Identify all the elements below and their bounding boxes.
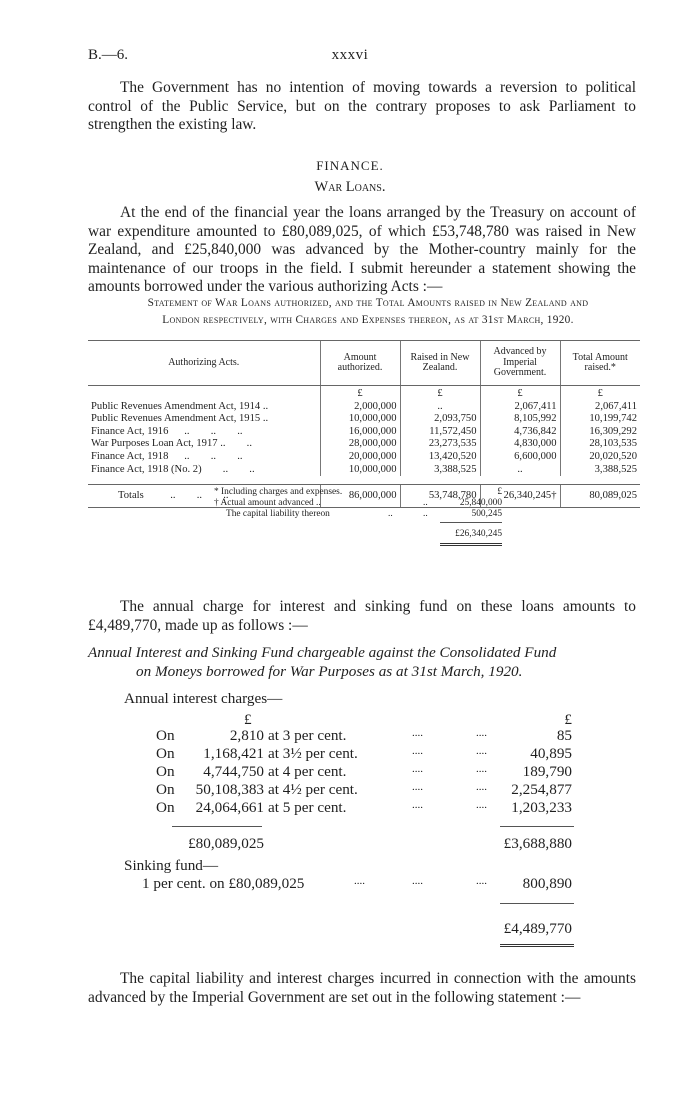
section-title: FINANCE. (316, 158, 384, 173)
leader-dots: .... (354, 875, 365, 887)
total-authorized: 86,000,000 (320, 485, 400, 508)
advanced-imperial: 6,600,000 (480, 451, 560, 464)
total-total: 80,089,025 (560, 485, 640, 508)
currency-symbol: £ (320, 386, 400, 401)
footnote-currency: £ (497, 487, 502, 497)
act-name: Finance Act, 1918 .. .. .. (91, 450, 243, 462)
closing-text: The capital liability and interest charges incurred in connection with the amounts advanced by the Imperial Government are set out in the following statement :— (88, 970, 636, 1006)
header-advanced-imperial: Advanced by Imperial Government. (480, 341, 560, 386)
interest-rate: at 4 per cent. (268, 763, 347, 780)
statement-title-line1: Statement of War Loans authorized, and the Total Amounts raised in New Zealand and (147, 297, 589, 309)
advanced-imperial: 4,736,842 (480, 426, 560, 439)
header-total-raised: Total Amount raised.* (560, 341, 640, 386)
raised-nz: 2,093,750 (400, 413, 480, 426)
footnote-star: * Including charges and expenses. (214, 487, 343, 497)
total-raised: 10,199,742 (560, 413, 640, 426)
footnote-total: £26,340,245 (455, 529, 502, 539)
raised-nz: 23,273,535 (400, 438, 480, 451)
header-amount-authorized: Amount authorized. (320, 341, 400, 386)
leader-dots: .... (412, 799, 423, 811)
interest-title-line1: Annual Interest and Sinking Fund chargeable against the Consolidated Fund (88, 644, 557, 661)
on-label: On (156, 763, 175, 780)
footnote-capital-value: 500,245 (471, 509, 502, 519)
act-name: Public Revenues Amendment Act, 1915 .. (91, 413, 269, 425)
currency-symbol: £ (480, 386, 560, 401)
intro-text: The Government has no intention of moving towards a reversion to political control of the Public Service, but on the contrary proposes to ask Parliament to strengthen the existing law. (88, 79, 636, 134)
advanced-imperial: 8,105,992 (480, 413, 560, 426)
interest-charge: 189,790 (522, 763, 572, 780)
total-raised: 16,309,292 (560, 426, 640, 439)
amount-authorized: 10,000,000 (320, 464, 400, 477)
raised-nz: 13,420,520 (400, 451, 480, 464)
amount-authorized: 10,000,000 (320, 413, 400, 426)
page-code: B.—6. (88, 47, 129, 63)
footnote-rule (440, 522, 502, 523)
amount-authorized: 2,000,000 (320, 401, 400, 414)
totals-label: Totals .. .. .. (88, 485, 320, 508)
raised-nz: 3,388,525 (400, 464, 480, 477)
advanced-imperial: 4,830,000 (480, 438, 560, 451)
interest-rate: at 4½ per cent. (268, 781, 358, 798)
leader-dots: .... (476, 745, 487, 757)
amount-authorized: 20,000,000 (320, 451, 400, 464)
header-authorizing-acts: Authorizing Acts. (88, 341, 320, 386)
currency-row (88, 386, 640, 401)
interest-heading: Annual interest charges— (124, 690, 283, 707)
annual-charge-text: The annual charge for interest and sinking fund on these loans amounts to £4,489,770, made up as follows :— (88, 598, 636, 634)
principal-total: £80,089,025 (188, 835, 264, 852)
totals-row (88, 485, 640, 508)
total-raised: 20,020,520 (560, 451, 640, 464)
total-imperial: 26,340,245† (480, 485, 560, 508)
sinking-fund-heading: Sinking fund— (124, 857, 219, 874)
raised-nz: 11,572,450 (400, 426, 480, 439)
total-raised: 2,067,411 (560, 401, 640, 414)
grand-total-double-rule (500, 944, 574, 947)
subsection-title: War Loans. (314, 179, 386, 195)
interest-charge: 40,895 (530, 745, 572, 762)
closing-paragraph (88, 970, 636, 1007)
interest-total: £3,688,880 (503, 835, 572, 852)
war-loans-paragraph (88, 204, 636, 297)
footnote-dots: .. (423, 498, 428, 508)
intro-paragraph (88, 79, 636, 135)
table-row (88, 413, 640, 426)
advanced-imperial: .. (480, 464, 560, 477)
statement-title (88, 295, 648, 329)
act-name: Finance Act, 1918 (No. 2) .. .. (91, 463, 255, 475)
total-raised: 28,103,535 (560, 438, 640, 451)
act-name: Finance Act, 1916 .. .. .. (91, 425, 243, 437)
interest-rate: at 3½ per cent. (268, 745, 358, 762)
interest-rate: at 5 per cent. (268, 799, 347, 816)
sinking-fund-label: 1 per cent. on £80,089,025 (142, 875, 305, 892)
amount-authorized: 28,000,000 (320, 438, 400, 451)
on-label: On (156, 799, 175, 816)
page-number: xxxvi (331, 47, 369, 63)
leader-dots: .... (476, 799, 487, 811)
on-label: On (156, 727, 175, 744)
interest-title-line2: on Moneys borrowed for War Purposes as at 31st March, 1920. (136, 663, 523, 680)
leader-dots: .... (412, 875, 423, 887)
leader-dots: .... (412, 745, 423, 757)
interest-charge: 1,203,233 (511, 799, 572, 816)
principal-amount: 4,744,750 (203, 763, 264, 780)
principal-currency: £ (244, 711, 252, 728)
principal-amount: 24,064,661 (195, 799, 264, 816)
footnote-dots: .. (423, 509, 428, 519)
principal-amount: 1,168,421 (203, 745, 264, 762)
table-row (88, 438, 640, 451)
footnote-advanced-value: 25,840,000 (459, 498, 502, 508)
total-nz: 53,748,780 (400, 485, 480, 508)
leader-dots: .... (476, 875, 487, 887)
table-row (88, 401, 640, 414)
sinking-rule (500, 903, 574, 904)
footnote-dots: .. (388, 509, 393, 519)
principal-rule (172, 826, 262, 827)
leader-dots: .... (412, 781, 423, 793)
table-row (88, 464, 640, 477)
war-loans-text: At the end of the financial year the loans arranged by the Treasury on account of war expenditure amounted to £80,089,025, of which £53,748,780 was raised in New Zealand, and £25,840,000 was advanced by the Mother-country mainly for the maintenance of our troops in the field. I submit hereunder a statement showing the amounts borrowed under the various authorizing Acts :— (88, 204, 636, 296)
currency-symbol: £ (400, 386, 480, 401)
footnote-double-rule (440, 543, 502, 546)
footnote-dagger: † Actual amount advanced .. (214, 498, 321, 508)
leader-dots: .... (476, 727, 487, 739)
principal-amount: 50,108,383 (195, 781, 264, 798)
amount-authorized: 16,000,000 (320, 426, 400, 439)
annual-charge-paragraph (88, 598, 636, 635)
leader-dots: .... (476, 781, 487, 793)
principal-amount: 2,810 (229, 727, 264, 744)
on-label: On (156, 781, 175, 798)
act-name: Public Revenues Amendment Act, 1914 .. (91, 400, 269, 412)
total-raised: 3,388,525 (560, 464, 640, 477)
raised-nz: .. (400, 401, 480, 414)
footnote-capital: The capital liability thereon (226, 509, 330, 519)
war-loans-table (88, 340, 640, 508)
interest-charge: 2,254,877 (511, 781, 572, 798)
leader-dots: .... (412, 763, 423, 775)
currency-symbol: £ (560, 386, 640, 401)
header-raised-nz: Raised in New Zealand. (400, 341, 480, 386)
leader-dots: .... (476, 763, 487, 775)
act-name: War Purposes Loan Act, 1917 .. .. (91, 438, 252, 450)
sinking-fund-value: 800,890 (522, 875, 572, 892)
leader-dots: .... (412, 727, 423, 739)
grand-total: £4,489,770 (503, 920, 572, 937)
statement-title-line2: London respectively, with Charges and Expenses thereon, as at 31st March, 1920. (162, 314, 574, 326)
on-label: On (156, 745, 175, 762)
table-row (88, 451, 640, 464)
interest-rate: at 3 per cent. (268, 727, 347, 744)
interest-charge: 85 (556, 727, 572, 744)
advanced-imperial: 2,067,411 (480, 401, 560, 414)
charge-rule (500, 826, 574, 827)
table-row (88, 426, 640, 439)
charge-currency: £ (564, 711, 572, 728)
table-header-row (88, 341, 640, 386)
